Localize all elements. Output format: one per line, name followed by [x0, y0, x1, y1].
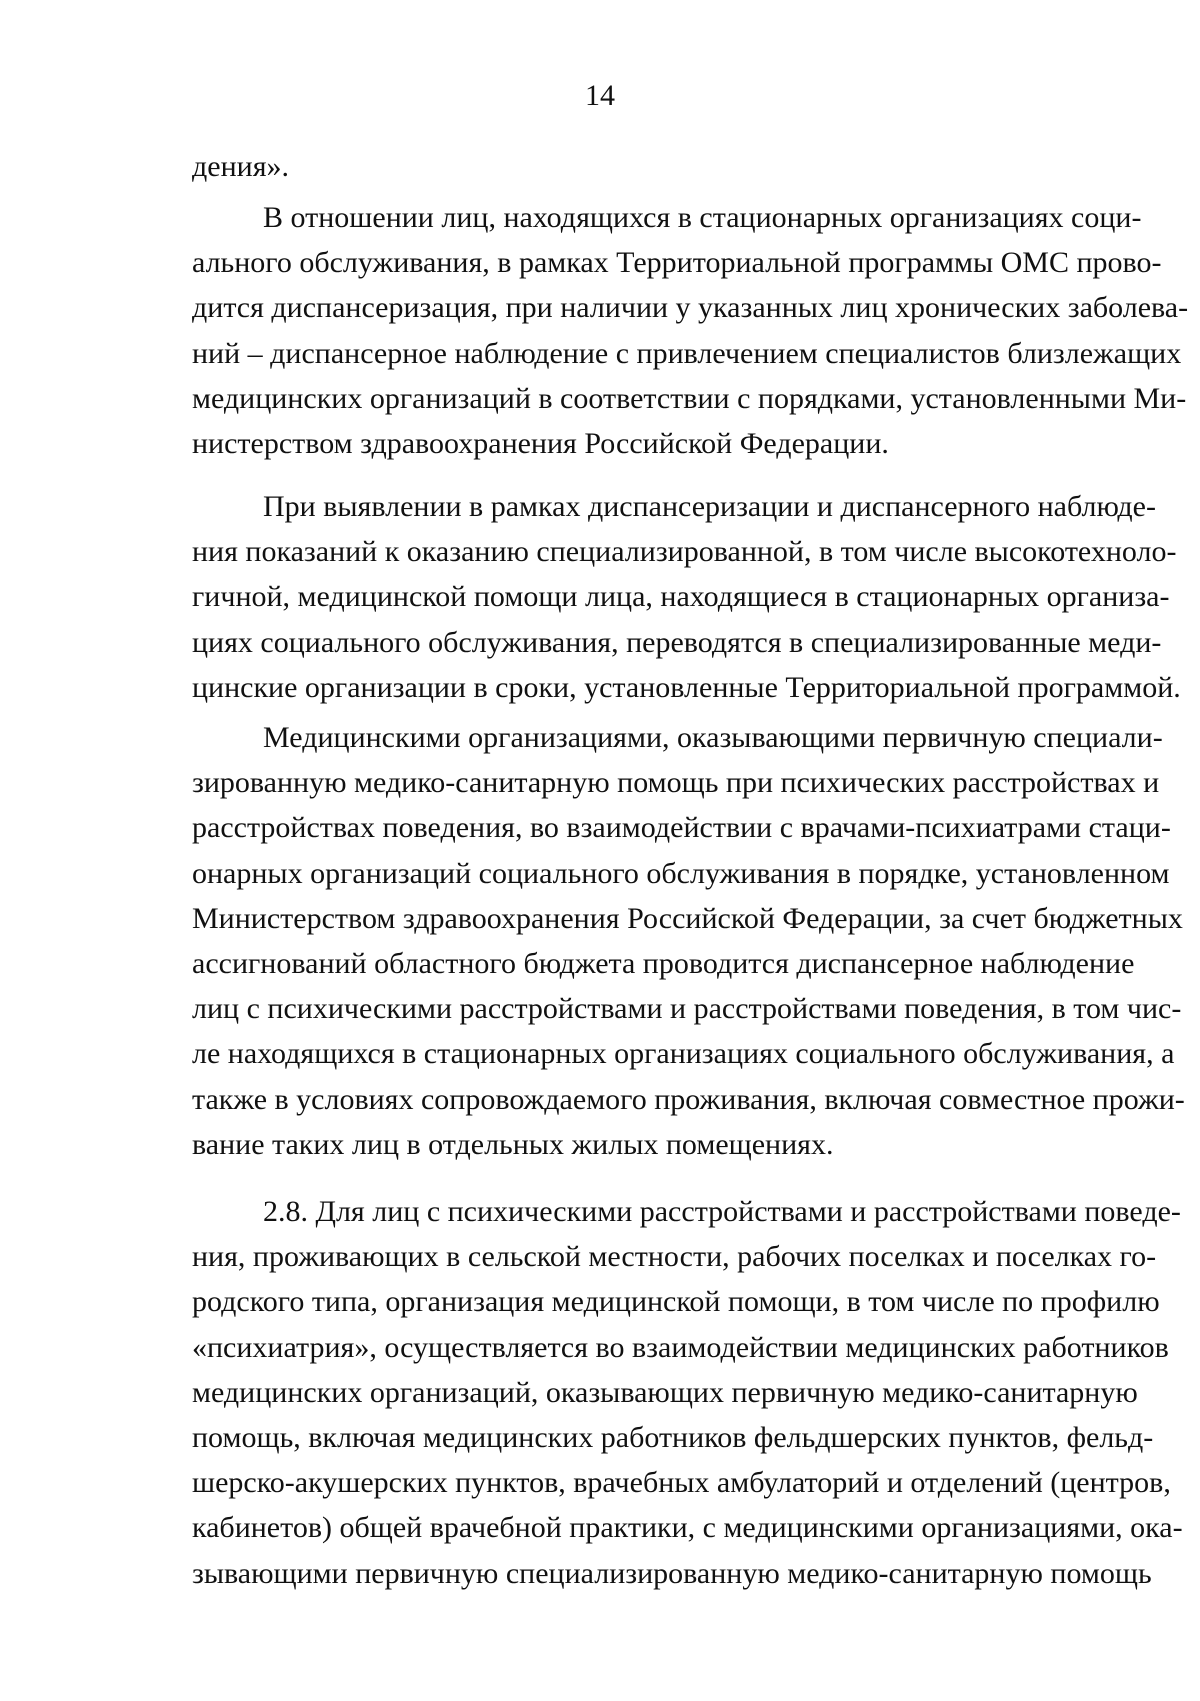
text-line: дения».: [192, 150, 289, 183]
text-line: При выявлении в рамках диспансеризации и диспансерного наблюде-: [263, 490, 1156, 523]
text-line: медицинских организаций, оказывающих первичную медико-санитарную: [192, 1375, 1138, 1409]
paragraph-inpatient-social-care: [192, 195, 1189, 466]
text-line: зированную медико-санитарную помощь при психических расстройствах и: [192, 766, 1160, 800]
text-line: ле находящихся в стационарных организациях социального обслуживания, а: [192, 1037, 1175, 1071]
text-line: цинские организации в сроки, установленные Территориальной программой.: [192, 670, 1181, 704]
text-line: расстройствах поведения, во взаимодействии с врачами-психиатрами стаци-: [192, 811, 1171, 845]
text-line: дится диспансеризация, при наличии у указанных лиц хронических заболева-: [192, 291, 1189, 325]
text-line: вание таких лиц в отдельных жилых помещениях.: [192, 1127, 834, 1161]
text-line: кабинетов) общей врачебной практики, с медицинскими организациями, ока-: [192, 1511, 1183, 1545]
text-line: ний – диспансерное наблюдение с привлечением специалистов близлежащих: [192, 336, 1182, 370]
text-line: циях социального обслуживания, переводятся в специализированные меди-: [192, 625, 1162, 659]
text-line: ального обслуживания, в рамках Территориальной программы ОМС прово-: [192, 246, 1162, 280]
text-line: ассигнований областного бюджета проводится диспансерное наблюдение: [192, 946, 1135, 980]
page-number: 14: [585, 79, 615, 112]
text-line: нистерством здравоохранения Российской Федерации.: [192, 426, 889, 460]
text-line: медицинских организаций в соответствии с порядками, установленными Ми-: [192, 381, 1187, 415]
text-line: ния показаний к оказанию специализированной, в том числе высокотехноло-: [192, 535, 1177, 569]
paragraph-specialized-care: [192, 484, 1181, 710]
text-line: онарных организаций социального обслуживания в порядке, установленном: [192, 856, 1170, 890]
text-line: лиц с психическими расстройствами и расстройствами поведения, в том чис-: [192, 992, 1182, 1026]
text-line: 2.8. Для лиц с психическими расстройствами и расстройствами поведе-: [263, 1195, 1181, 1228]
text-line: Медицинскими организациями, оказывающими первичную специали-: [263, 721, 1163, 754]
text-line: Министерством здравоохранения Российской Федерации, за счет бюджетных: [192, 901, 1183, 935]
text-line: родского типа, организация медицинской помощи, в том числе по профилю: [192, 1285, 1160, 1319]
text-line: гичной, медицинской помощи лица, находящиеся в стационарных организа-: [192, 580, 1170, 614]
text-line: шерско-акушерских пунктов, врачебных амбулаторий и отделений (центров,: [192, 1466, 1171, 1500]
text-line: ния, проживающих в сельской местности, рабочих поселках и поселках го-: [192, 1240, 1157, 1274]
paragraph-psychiatric-observation: [192, 715, 1185, 1167]
paragraph-section-2-8: [192, 1189, 1183, 1596]
text-line: В отношении лиц, находящихся в стационарных организациях соци-: [263, 201, 1142, 234]
paragraph-continuation: [192, 144, 1116, 189]
text-line: зывающими первичную специализированную медико-санитарную помощь: [192, 1556, 1152, 1590]
text-line: также в условиях сопровождаемого проживания, включая совместное прожи-: [192, 1082, 1185, 1116]
text-line: помощь, включая медицинских работников фельдшерских пунктов, фельд-: [192, 1420, 1154, 1454]
text-line: «психиатрия», осуществляется во взаимодействии медицинских работников: [192, 1330, 1169, 1364]
